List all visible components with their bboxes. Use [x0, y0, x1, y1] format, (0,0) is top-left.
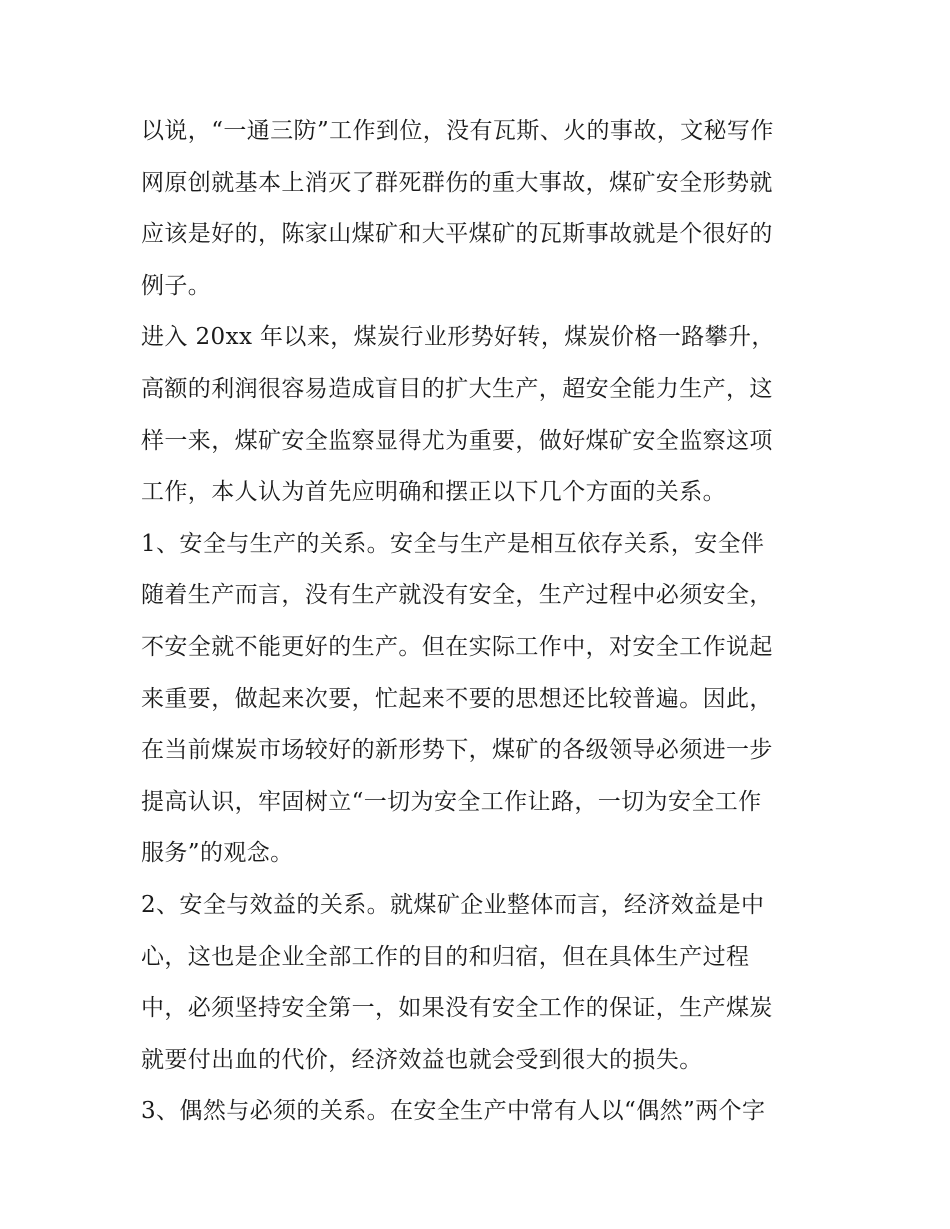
text-line: 随着生产而言，没有生产就没有安全，生产过程中必须安全，	[141, 582, 773, 609]
text-line: 以说，“一通三防”工作到位，没有瓦斯、火的事故，文秘写作	[141, 118, 774, 144]
document-body	[141, 106, 821, 1138]
text-line: 中，必须坚持安全第一，如果没有安全工作的保证，生产煤炭	[141, 995, 773, 1022]
text-line: 工作，本人认为首先应明确和摆正以下几个方面的关系。	[141, 479, 726, 506]
text-line: 服务”的观念。	[141, 840, 294, 867]
text-line: 来重要，做起来次要，忙起来不要的思想还比较普遍。因此，	[141, 685, 773, 712]
text-line: 提高认识，牢固树立“一切为安全工作让路，一切为安全工作	[141, 788, 762, 815]
text-line: 2、安全与效益的关系。就煤矿企业整体而言，经济效益是中	[141, 891, 765, 918]
text-line: 心，这也是企业全部工作的目的和归宿，但在具体生产过程	[141, 943, 750, 970]
text-line: 不安全就不能更好的生产。但在实际工作中，对安全工作说起	[141, 633, 773, 660]
text-line: 就要付出血的代价，经济效益也就会受到很大的损失。	[141, 1046, 703, 1073]
text-line: 3、偶然与必须的关系。在安全生产中常有人以“偶然”两个字	[141, 1098, 766, 1125]
text-line: 在当前煤炭市场较好的新形势下，煤矿的各级领导必须进一步	[141, 737, 773, 764]
text-line: 进入 20xx 年以来，煤炭行业形势好转，煤炭价格一路攀升，	[141, 324, 775, 351]
text-line: 应该是好的，陈家山煤矿和大平煤矿的瓦斯事故就是个很好的	[141, 221, 773, 248]
text-line: 样一来，煤矿安全监察显得尤为重要，做好煤矿安全监察这项	[141, 427, 773, 454]
text-line: 网原创就基本上消灭了群死群伤的重大事故，煤矿安全形势就	[141, 169, 773, 196]
text-line: 高额的利润很容易造成盲目的扩大生产，超安全能力生产，这	[141, 375, 773, 402]
text-line: 1、安全与生产的关系。安全与生产是相互依存关系，安全伴	[141, 530, 765, 557]
text-line: 例子。	[141, 272, 212, 299]
